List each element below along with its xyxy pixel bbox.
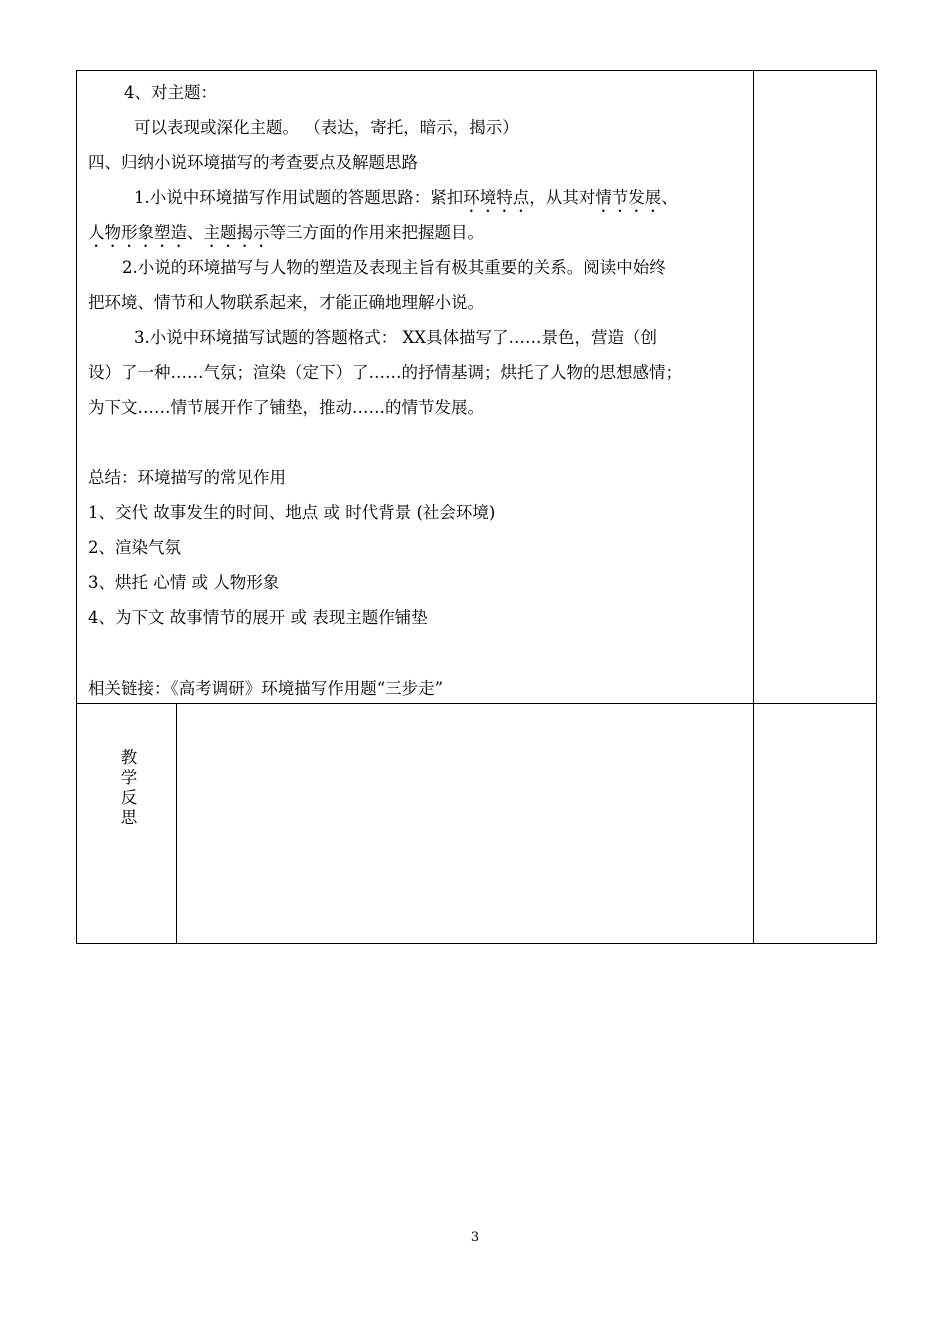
- summary-item: 4、为下文 故事情节的展开 或 表现主题作铺垫: [88, 608, 428, 627]
- emphasis-text: 主题揭示: [203, 223, 270, 242]
- text-line: [134, 187, 678, 216]
- summary-item: 3、烘托 心情 或 人物形象: [88, 573, 280, 592]
- text-line: 可以表现或深化主题。 （表达，寄托，暗示，揭示）: [134, 118, 519, 137]
- label-char: 思: [120, 808, 138, 827]
- text-line: [88, 222, 484, 251]
- emphasis-text: 环境特点: [463, 188, 530, 207]
- summary-heading: 总结：环境描写的常见作用: [88, 468, 286, 487]
- label-char: 反: [120, 788, 138, 807]
- row-divider: [76, 703, 877, 704]
- related-link-text: 相关链接：《高考调研》环境描写作用题“三步走”: [88, 679, 444, 698]
- text-line: 设）了一种……气氛；渲染（定下）了……的抒情基调；烘托了人物的思想感情；: [88, 363, 682, 382]
- reflection-label: [118, 748, 140, 828]
- summary-item: 1、交代 故事发生的时间、地点 或 时代背景 (社会环境): [88, 503, 496, 522]
- text-fragment: 1.小说中环境描写作用试题的答题思路：紧扣: [134, 188, 464, 207]
- emphasis-text: 人物形象塑造: [88, 223, 187, 242]
- summary-item: 2、渲染气氛: [88, 538, 181, 557]
- text-fragment: ，从其对: [529, 188, 596, 207]
- text-fragment: 、: [661, 188, 678, 207]
- label-char: 学: [120, 768, 138, 787]
- text-line: 2.小说的环境描写与人物的塑造及表现主旨有极其重要的关系。阅读中始终: [122, 258, 666, 277]
- label-char: 教: [120, 748, 138, 767]
- text-fragment: 等三方面的作用来把握题目。: [269, 223, 484, 242]
- section-heading: 四、归纳小说环境描写的考查要点及解题思路: [88, 153, 418, 172]
- text-line: 4、对主题：: [124, 83, 217, 102]
- page-number: 3: [470, 1230, 480, 1245]
- emphasis-text: 情节发展: [595, 188, 662, 207]
- text-line: 为下文……情节展开作了铺垫，推动……的情节发展。: [88, 398, 484, 417]
- reflection-column-divider: [176, 703, 177, 944]
- text-fragment: 、: [187, 223, 204, 242]
- right-column-divider: [753, 70, 754, 944]
- text-line: 3.小说中环境描写试题的答题格式： XX具体描写了……景色，营造（创: [134, 328, 657, 347]
- text-line: 把环境、情节和人物联系起来，才能正确地理解小说。: [88, 293, 484, 312]
